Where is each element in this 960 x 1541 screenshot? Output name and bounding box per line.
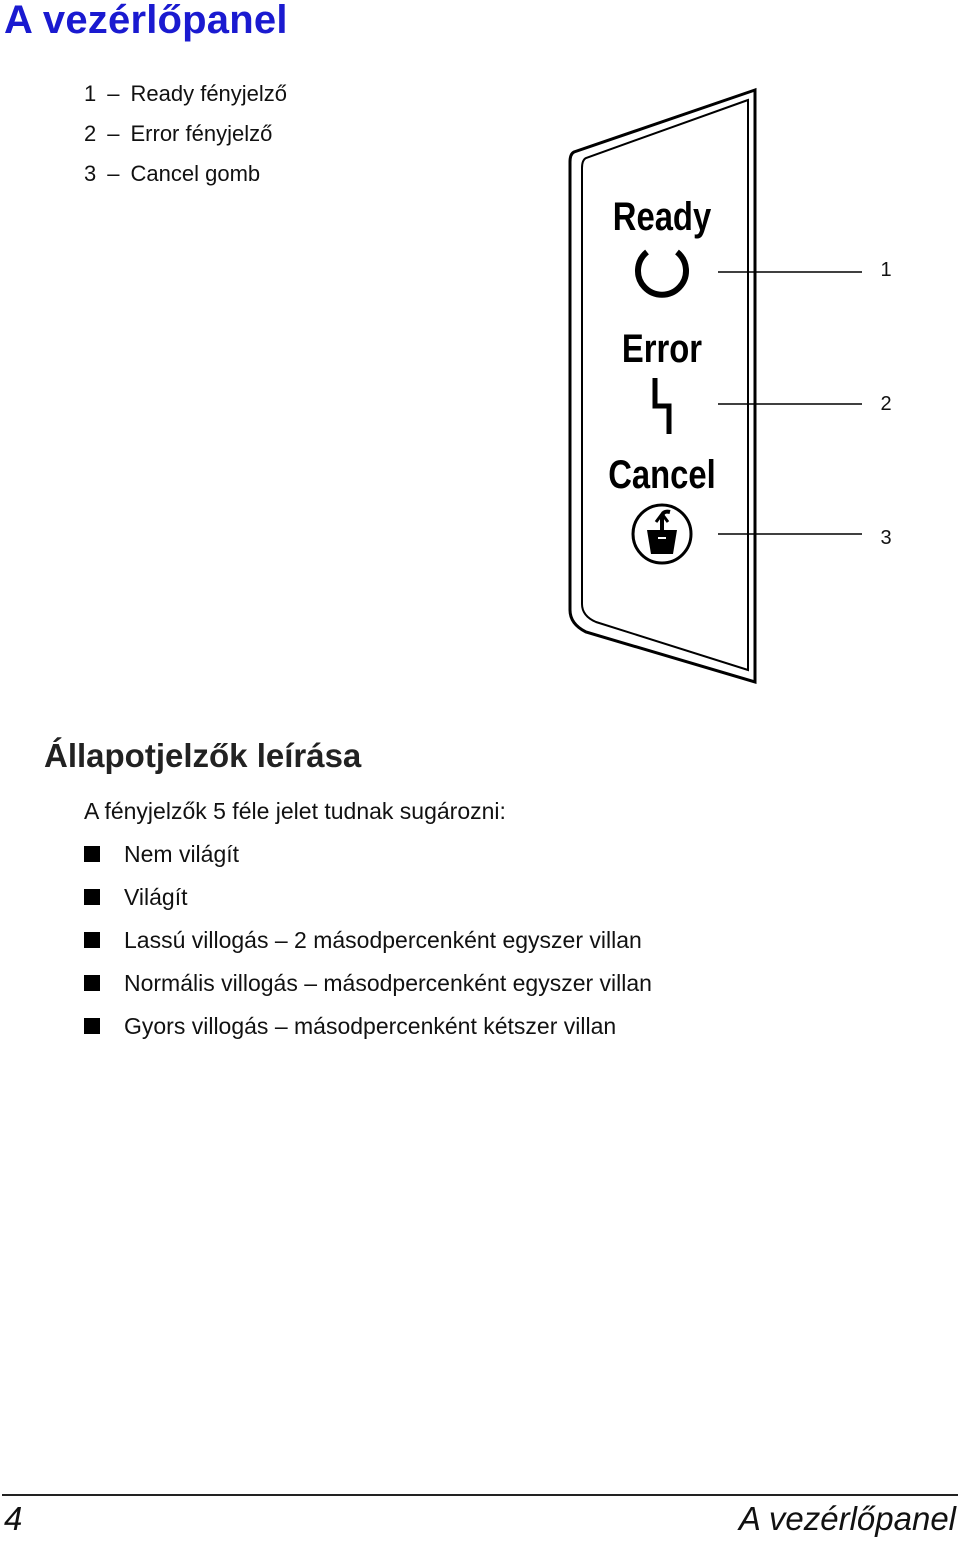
callout-number-2: 2 — [880, 393, 892, 415]
legend-item-2 — [84, 114, 287, 154]
legend-number: 3 — [84, 161, 97, 186]
list-item — [84, 834, 652, 877]
list-item-text: Nem világít — [124, 841, 240, 867]
legend-number: 1 — [84, 81, 97, 106]
square-bullet-icon — [84, 1018, 100, 1034]
legend-number: 2 — [84, 121, 97, 146]
error-label: Error — [621, 325, 703, 371]
square-bullet-icon — [84, 932, 100, 948]
list-item-text: Világít — [124, 884, 188, 910]
list-item — [84, 877, 652, 920]
list-item — [84, 920, 652, 963]
intro-text: A fényjelzők 5 féle jelet tudnak sugározni: — [84, 798, 506, 824]
footer-divider — [2, 1494, 958, 1496]
list-item — [84, 963, 652, 1006]
callout-number-3: 3 — [880, 527, 892, 549]
square-bullet-icon — [84, 889, 100, 905]
legend-item-1 — [84, 74, 287, 114]
panel-outline — [570, 90, 755, 682]
cancel-label: Cancel — [608, 451, 716, 497]
page-number: 4 — [4, 1500, 23, 1537]
legend-dash: – — [107, 81, 120, 106]
legend-dash: – — [107, 121, 120, 146]
list-item — [84, 1006, 652, 1049]
callout-number-1: 1 — [880, 259, 892, 281]
ready-label: Ready — [612, 193, 712, 239]
square-bullet-icon — [84, 975, 100, 991]
legend-list — [84, 74, 287, 194]
legend-text: Ready fényjelző — [130, 81, 288, 106]
square-bullet-icon — [84, 846, 100, 862]
list-item-text: Normális villogás – másodpercenként egyszer villan — [124, 970, 652, 996]
page-title: A vezérlőpanel — [4, 0, 288, 42]
legend-text: Error fényjelző — [130, 121, 273, 146]
status-list — [84, 834, 652, 1049]
legend-dash: – — [107, 161, 120, 186]
legend-item-3 — [84, 154, 287, 194]
list-item-text: Lassú villogás – 2 másodpercenként egyszer villan — [124, 927, 642, 953]
control-panel-svg — [560, 86, 900, 686]
footer-title: A vezérlőpanel — [738, 1500, 956, 1537]
section-title: Állapotjelzők leírása — [44, 737, 362, 774]
legend-text: Cancel gomb — [130, 161, 261, 186]
list-item-text: Gyors villogás – másodpercenként kétszer villan — [124, 1013, 617, 1039]
control-panel-illustration — [560, 86, 900, 686]
cancel-button-icon[interactable] — [633, 505, 691, 563]
